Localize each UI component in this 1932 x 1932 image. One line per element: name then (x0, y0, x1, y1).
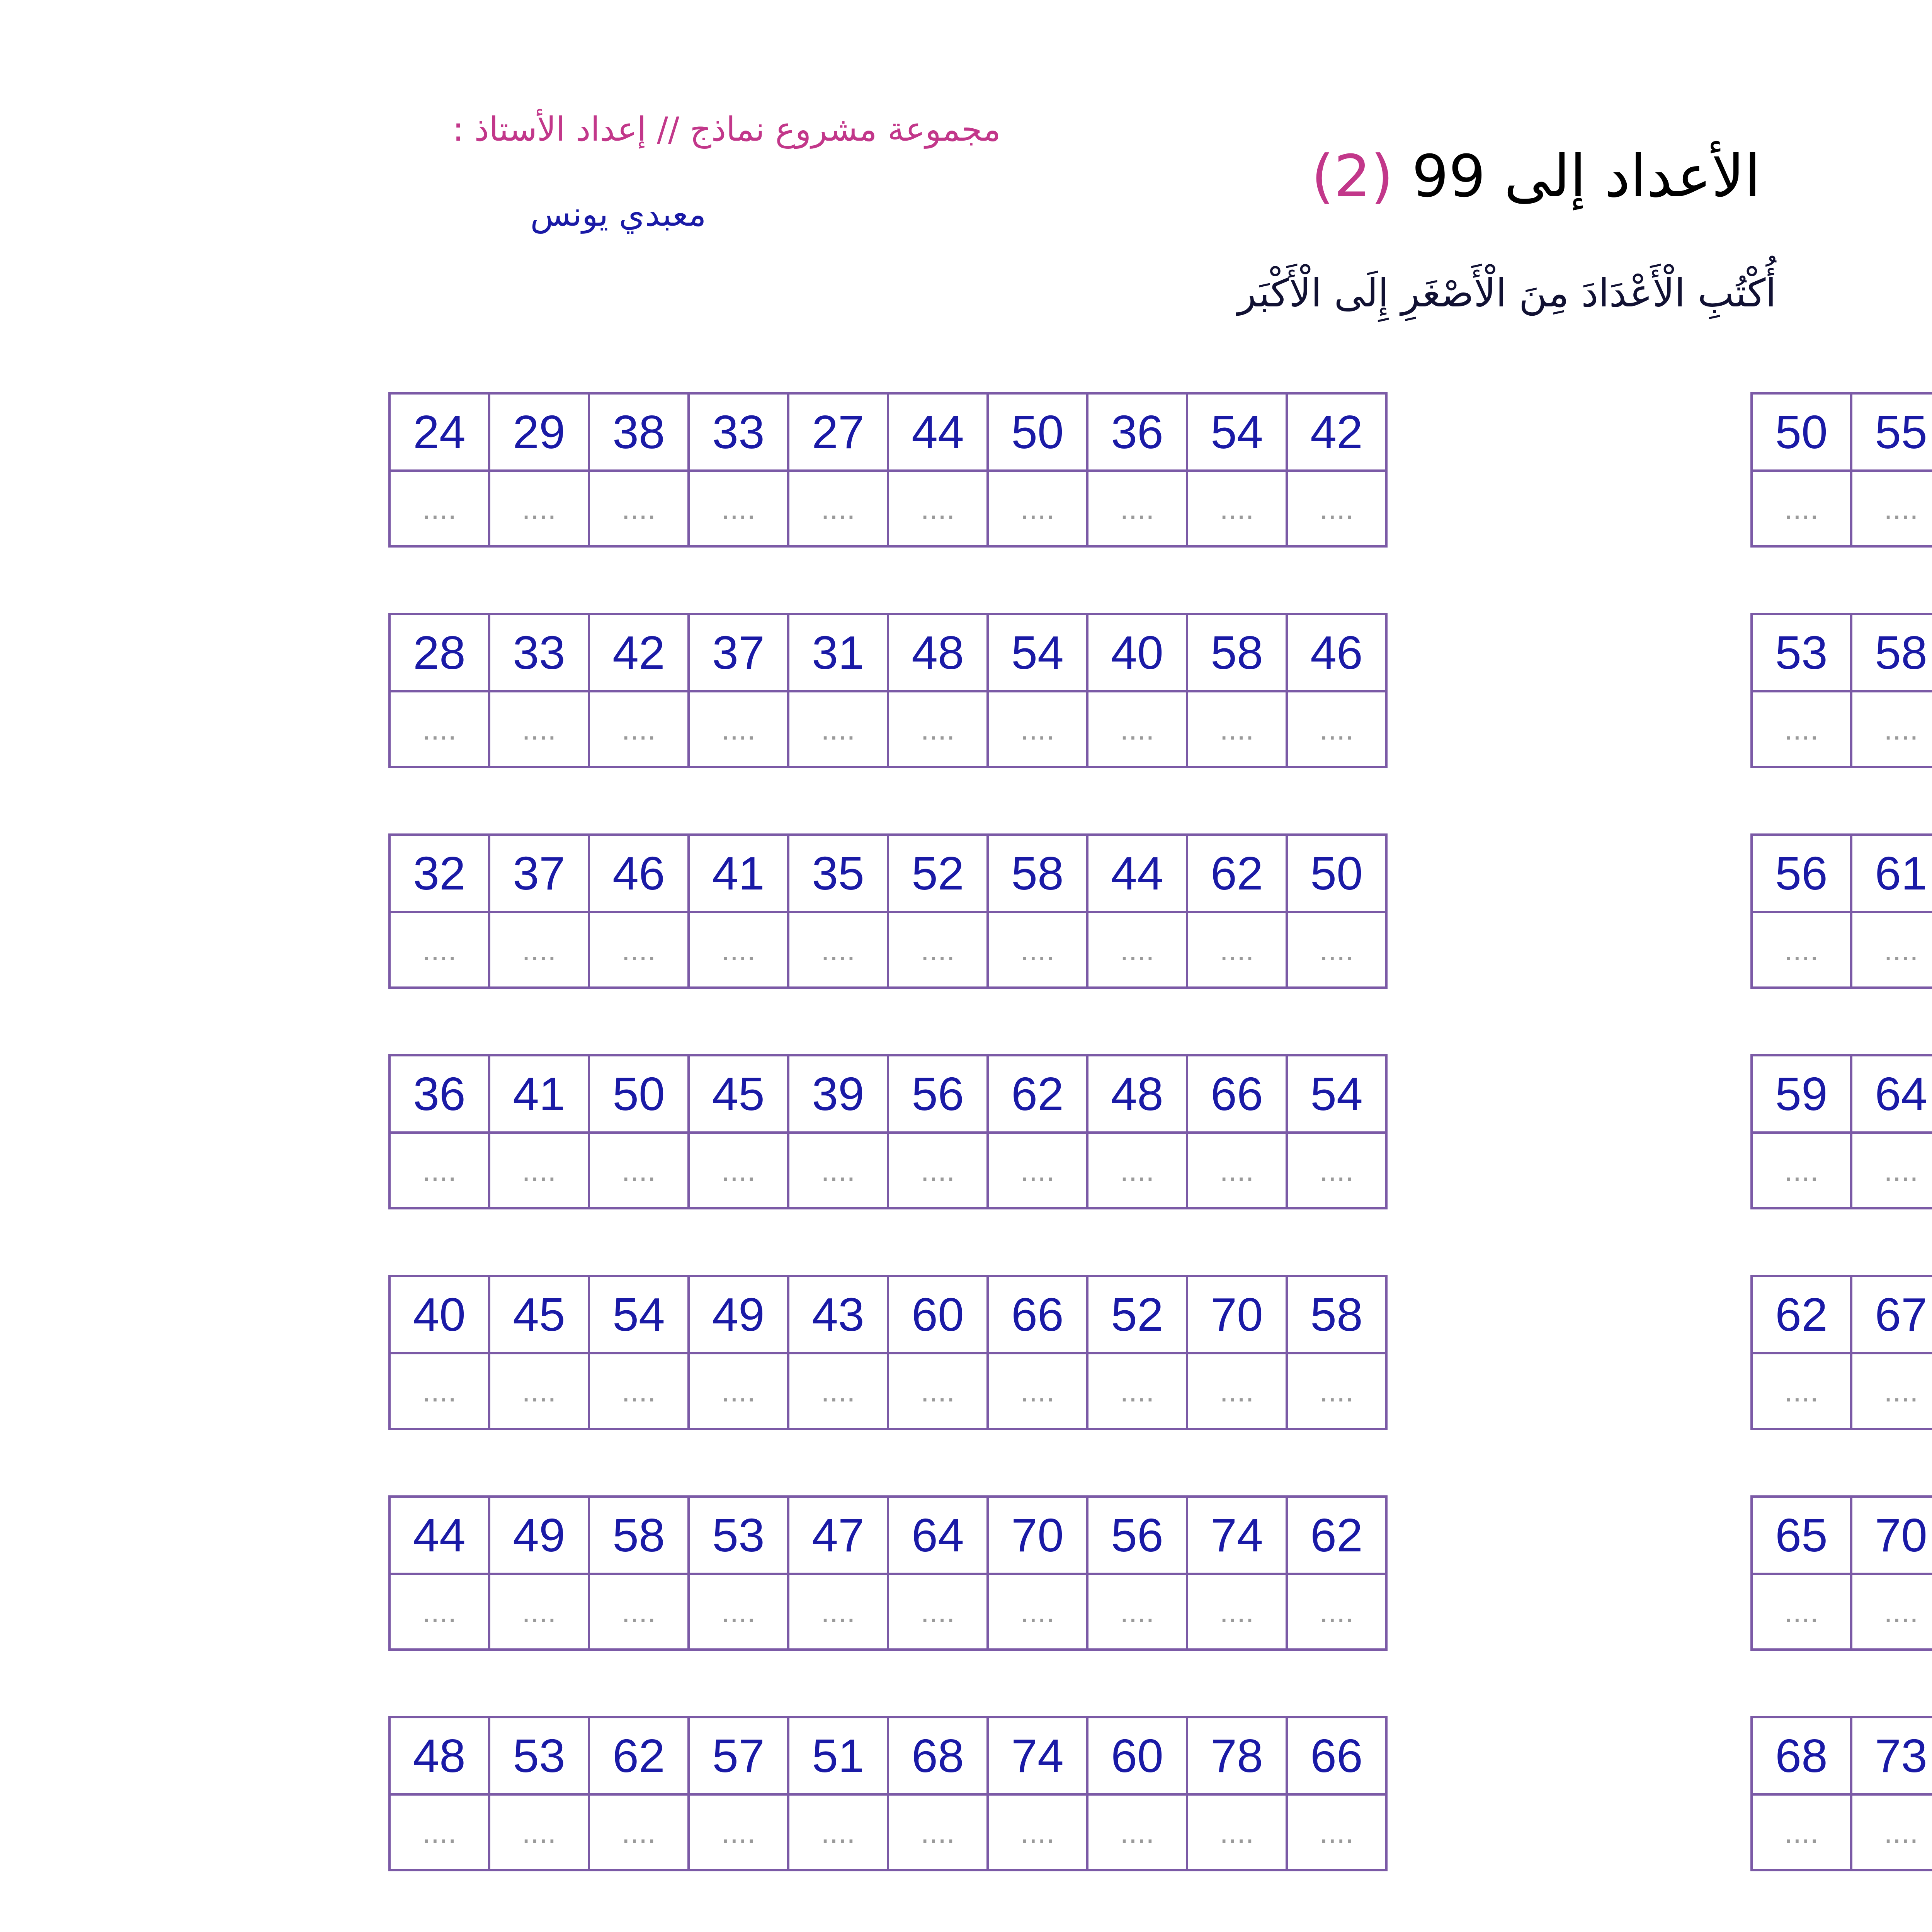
number-cell: 27 (788, 393, 888, 471)
number-table-left-7 (388, 1716, 1388, 1871)
answer-cell[interactable]: .... (1187, 471, 1287, 546)
page-title (1198, 143, 1855, 220)
answer-cell[interactable]: .... (1287, 691, 1386, 767)
answer-cell[interactable]: .... (689, 691, 788, 767)
answer-row (389, 1794, 1386, 1870)
number-cell: 33 (689, 393, 788, 471)
number-cell: 29 (489, 393, 589, 471)
answer-cell[interactable]: .... (489, 1353, 589, 1429)
answer-cell[interactable]: .... (888, 1353, 988, 1429)
answer-cell[interactable]: .... (888, 691, 988, 767)
number-cell: 36 (389, 1055, 489, 1133)
answer-cell[interactable]: .... (689, 1574, 788, 1650)
number-cell: 54 (988, 614, 1087, 691)
number-cell: 67 (1851, 1276, 1932, 1353)
answer-cell[interactable]: .... (1187, 1574, 1287, 1650)
numbers-row (1752, 393, 1932, 471)
number-cell: 70 (1851, 1497, 1932, 1574)
group-heading: مجموعة مشروع نماذج // إعداد الأستاذ : (452, 110, 1001, 149)
answer-row (1752, 912, 1932, 988)
numbers-row (389, 614, 1386, 691)
number-cell: 58 (1187, 614, 1287, 691)
answer-cell[interactable]: .... (1851, 471, 1932, 546)
number-cell: 42 (1287, 393, 1386, 471)
answer-cell[interactable]: .... (888, 1574, 988, 1650)
answer-row (389, 691, 1386, 767)
number-cell: 53 (689, 1497, 788, 1574)
answer-cell[interactable]: .... (1087, 471, 1187, 546)
numbers-row (1752, 1497, 1932, 1574)
number-cell: 53 (489, 1717, 589, 1794)
number-table-left-5 (388, 1275, 1388, 1430)
numbers-row (1752, 1276, 1932, 1353)
number-cell: 73 (1851, 1717, 1932, 1794)
answer-cell[interactable]: .... (589, 1133, 689, 1208)
answer-cell[interactable]: .... (1752, 1794, 1851, 1870)
answer-cell[interactable]: .... (1752, 691, 1851, 767)
number-cell: 44 (1087, 835, 1187, 912)
number-table-right-3 (1750, 833, 1932, 989)
number-cell: 28 (389, 614, 489, 691)
numbers-row (1752, 1055, 1932, 1133)
number-table-left-3 (388, 833, 1388, 989)
number-table-left-1 (388, 392, 1388, 548)
answer-cell[interactable]: .... (1851, 1794, 1932, 1870)
number-cell: 37 (689, 614, 788, 691)
answer-cell[interactable]: .... (589, 691, 689, 767)
number-cell: 49 (489, 1497, 589, 1574)
number-cell: 46 (589, 835, 689, 912)
number-cell: 66 (1187, 1055, 1287, 1133)
number-cell: 58 (1851, 614, 1932, 691)
answer-cell[interactable]: .... (988, 1574, 1087, 1650)
answer-cell[interactable]: .... (489, 691, 589, 767)
number-table-left-6 (388, 1495, 1388, 1651)
answer-cell[interactable]: .... (389, 1574, 489, 1650)
answer-cell[interactable]: .... (689, 471, 788, 546)
answer-cell[interactable]: .... (1851, 912, 1932, 988)
number-cell: 48 (389, 1717, 489, 1794)
numbers-row (1752, 1717, 1932, 1794)
answer-cell[interactable]: .... (689, 912, 788, 988)
answer-row (1752, 1794, 1932, 1870)
number-cell: 68 (1752, 1717, 1851, 1794)
answer-cell[interactable]: .... (1087, 1353, 1187, 1429)
answer-cell[interactable]: .... (788, 1133, 888, 1208)
number-cell: 31 (788, 614, 888, 691)
numbers-row (389, 1276, 1386, 1353)
number-cell: 61 (1851, 835, 1932, 912)
number-table-right-6 (1750, 1495, 1932, 1651)
number-cell: 56 (1752, 835, 1851, 912)
answer-cell[interactable]: .... (1187, 912, 1287, 988)
number-cell: 66 (988, 1276, 1087, 1353)
number-cell: 50 (1287, 835, 1386, 912)
number-table-right-2 (1750, 613, 1932, 768)
number-cell: 54 (589, 1276, 689, 1353)
answer-cell[interactable]: .... (489, 912, 589, 988)
numbers-row (389, 1717, 1386, 1794)
answer-cell[interactable]: .... (788, 1794, 888, 1870)
answer-cell[interactable]: .... (1851, 1133, 1932, 1208)
answer-cell[interactable]: .... (389, 471, 489, 546)
number-cell: 48 (888, 614, 988, 691)
answer-cell[interactable]: .... (1752, 1133, 1851, 1208)
answer-cell[interactable]: .... (489, 471, 589, 546)
number-cell: 50 (988, 393, 1087, 471)
answer-row (1752, 691, 1932, 767)
number-cell: 43 (788, 1276, 888, 1353)
answer-row (389, 1353, 1386, 1429)
numbers-row (389, 1055, 1386, 1133)
number-table-right-5 (1750, 1275, 1932, 1430)
numbers-row (1752, 614, 1932, 691)
number-cell: 62 (589, 1717, 689, 1794)
answer-row (389, 912, 1386, 988)
number-cell: 52 (888, 835, 988, 912)
number-cell: 58 (589, 1497, 689, 1574)
number-cell: 54 (1187, 393, 1287, 471)
answer-cell[interactable]: .... (1287, 1133, 1386, 1208)
answer-cell[interactable]: .... (788, 691, 888, 767)
number-cell: 40 (389, 1276, 489, 1353)
answer-row (1752, 471, 1932, 546)
number-table-right-7 (1750, 1716, 1932, 1871)
answer-cell[interactable]: .... (689, 1794, 788, 1870)
answer-cell[interactable]: .... (489, 1574, 589, 1650)
answer-cell[interactable]: .... (1287, 1574, 1386, 1650)
number-cell: 51 (788, 1717, 888, 1794)
answer-cell[interactable]: .... (888, 471, 988, 546)
number-cell: 39 (788, 1055, 888, 1133)
number-cell: 53 (1752, 614, 1851, 691)
number-cell: 57 (689, 1717, 788, 1794)
answer-cell[interactable]: .... (1087, 1133, 1187, 1208)
number-cell: 62 (988, 1055, 1087, 1133)
number-cell: 47 (788, 1497, 888, 1574)
numbers-row (389, 835, 1386, 912)
number-cell: 74 (1187, 1497, 1287, 1574)
number-table-right-4 (1750, 1054, 1932, 1209)
number-cell: 52 (1087, 1276, 1187, 1353)
answer-row (389, 1574, 1386, 1650)
answer-cell[interactable]: .... (1187, 691, 1287, 767)
number-cell: 37 (489, 835, 589, 912)
answer-cell[interactable]: .... (988, 912, 1087, 988)
number-cell: 44 (888, 393, 988, 471)
answer-cell[interactable]: .... (1187, 1353, 1287, 1429)
answer-cell[interactable]: .... (888, 1133, 988, 1208)
teacher-name: معبدي يونس (530, 195, 706, 234)
answer-cell[interactable]: .... (1187, 1794, 1287, 1870)
answer-row (1752, 1574, 1932, 1650)
number-cell: 68 (888, 1717, 988, 1794)
title-main: الأعداد إلى 99 (1412, 143, 1761, 210)
number-cell: 40 (1087, 614, 1187, 691)
number-cell: 45 (489, 1276, 589, 1353)
answer-cell[interactable]: .... (1087, 691, 1187, 767)
answer-cell[interactable]: .... (1851, 1574, 1932, 1650)
number-cell: 55 (1851, 393, 1932, 471)
number-cell: 41 (489, 1055, 589, 1133)
answer-row (1752, 1133, 1932, 1208)
number-cell: 56 (1087, 1497, 1187, 1574)
number-cell: 56 (888, 1055, 988, 1133)
number-cell: 60 (888, 1276, 988, 1353)
number-cell: 41 (689, 835, 788, 912)
answer-cell[interactable]: .... (888, 1794, 988, 1870)
number-cell: 32 (389, 835, 489, 912)
answer-cell[interactable]: .... (788, 1574, 888, 1650)
number-cell: 45 (689, 1055, 788, 1133)
numbers-row (1752, 835, 1932, 912)
number-cell: 62 (1287, 1497, 1386, 1574)
answer-row (389, 471, 1386, 546)
answer-cell[interactable]: .... (988, 1794, 1087, 1870)
number-cell: 70 (1187, 1276, 1287, 1353)
instruction: أُكْتُبِ الْأَعْدَادَ مِنَ الْأَصْغَرِ إِلَى الْأَكْبَر (1237, 270, 1777, 316)
answer-cell[interactable]: .... (589, 1353, 689, 1429)
number-cell: 35 (788, 835, 888, 912)
answer-cell[interactable]: .... (589, 471, 689, 546)
answer-cell[interactable]: .... (389, 1353, 489, 1429)
answer-cell[interactable]: .... (689, 1353, 788, 1429)
answer-cell[interactable]: .... (988, 1353, 1087, 1429)
answer-cell[interactable]: .... (788, 1353, 888, 1429)
answer-cell[interactable]: .... (788, 912, 888, 988)
answer-cell[interactable]: .... (1087, 1574, 1187, 1650)
number-cell: 74 (988, 1717, 1087, 1794)
answer-cell[interactable]: .... (589, 1574, 689, 1650)
number-cell: 65 (1752, 1497, 1851, 1574)
answer-cell[interactable]: .... (988, 691, 1087, 767)
answer-cell[interactable]: .... (988, 1133, 1087, 1208)
number-cell: 48 (1087, 1055, 1187, 1133)
number-table-left-2 (388, 613, 1388, 768)
number-cell: 62 (1187, 835, 1287, 912)
numbers-row (389, 1497, 1386, 1574)
number-cell: 50 (1752, 393, 1851, 471)
answer-cell[interactable]: .... (1851, 1353, 1932, 1429)
number-cell: 64 (1851, 1055, 1932, 1133)
number-cell: 60 (1087, 1717, 1187, 1794)
number-cell: 44 (389, 1497, 489, 1574)
number-cell: 46 (1287, 614, 1386, 691)
number-cell: 54 (1287, 1055, 1386, 1133)
numbers-row (389, 393, 1386, 471)
answer-cell[interactable]: .... (1087, 1794, 1187, 1870)
answer-cell[interactable]: .... (1851, 691, 1932, 767)
answer-cell[interactable]: .... (689, 1133, 788, 1208)
number-cell: 36 (1087, 393, 1187, 471)
number-cell: 58 (988, 835, 1087, 912)
answer-cell[interactable]: .... (589, 912, 689, 988)
answer-cell[interactable]: .... (389, 912, 489, 988)
answer-cell[interactable]: .... (489, 1133, 589, 1208)
number-cell: 49 (689, 1276, 788, 1353)
answer-cell[interactable]: .... (1287, 1794, 1386, 1870)
answer-cell[interactable]: .... (389, 691, 489, 767)
number-cell: 33 (489, 614, 589, 691)
number-table-left-4 (388, 1054, 1388, 1209)
answer-cell[interactable]: .... (1187, 1133, 1287, 1208)
answer-row (1752, 1353, 1932, 1429)
answer-cell[interactable]: .... (1752, 1574, 1851, 1650)
number-cell: 78 (1187, 1717, 1287, 1794)
answer-cell[interactable]: .... (888, 912, 988, 988)
answer-cell[interactable]: .... (1287, 1353, 1386, 1429)
answer-cell[interactable]: .... (389, 1133, 489, 1208)
number-cell: 66 (1287, 1717, 1386, 1794)
answer-cell[interactable]: .... (1087, 912, 1187, 988)
answer-cell[interactable]: .... (1287, 912, 1386, 988)
number-cell: 24 (389, 393, 489, 471)
title-number: (2) (1311, 143, 1394, 210)
answer-cell[interactable]: .... (1752, 471, 1851, 546)
answer-cell[interactable]: .... (788, 471, 888, 546)
number-cell: 64 (888, 1497, 988, 1574)
number-table-right-1 (1750, 392, 1932, 548)
number-cell: 58 (1287, 1276, 1386, 1353)
answer-cell[interactable]: .... (389, 1794, 489, 1870)
answer-row (389, 1133, 1386, 1208)
number-cell: 59 (1752, 1055, 1851, 1133)
answer-cell[interactable]: .... (1752, 912, 1851, 988)
number-cell: 38 (589, 393, 689, 471)
answer-cell[interactable]: .... (489, 1794, 589, 1870)
answer-cell[interactable]: .... (1752, 1353, 1851, 1429)
answer-cell[interactable]: .... (1287, 471, 1386, 546)
number-cell: 62 (1752, 1276, 1851, 1353)
number-cell: 42 (589, 614, 689, 691)
answer-cell[interactable]: .... (589, 1794, 689, 1870)
number-cell: 70 (988, 1497, 1087, 1574)
answer-cell[interactable]: .... (988, 471, 1087, 546)
number-cell: 50 (589, 1055, 689, 1133)
